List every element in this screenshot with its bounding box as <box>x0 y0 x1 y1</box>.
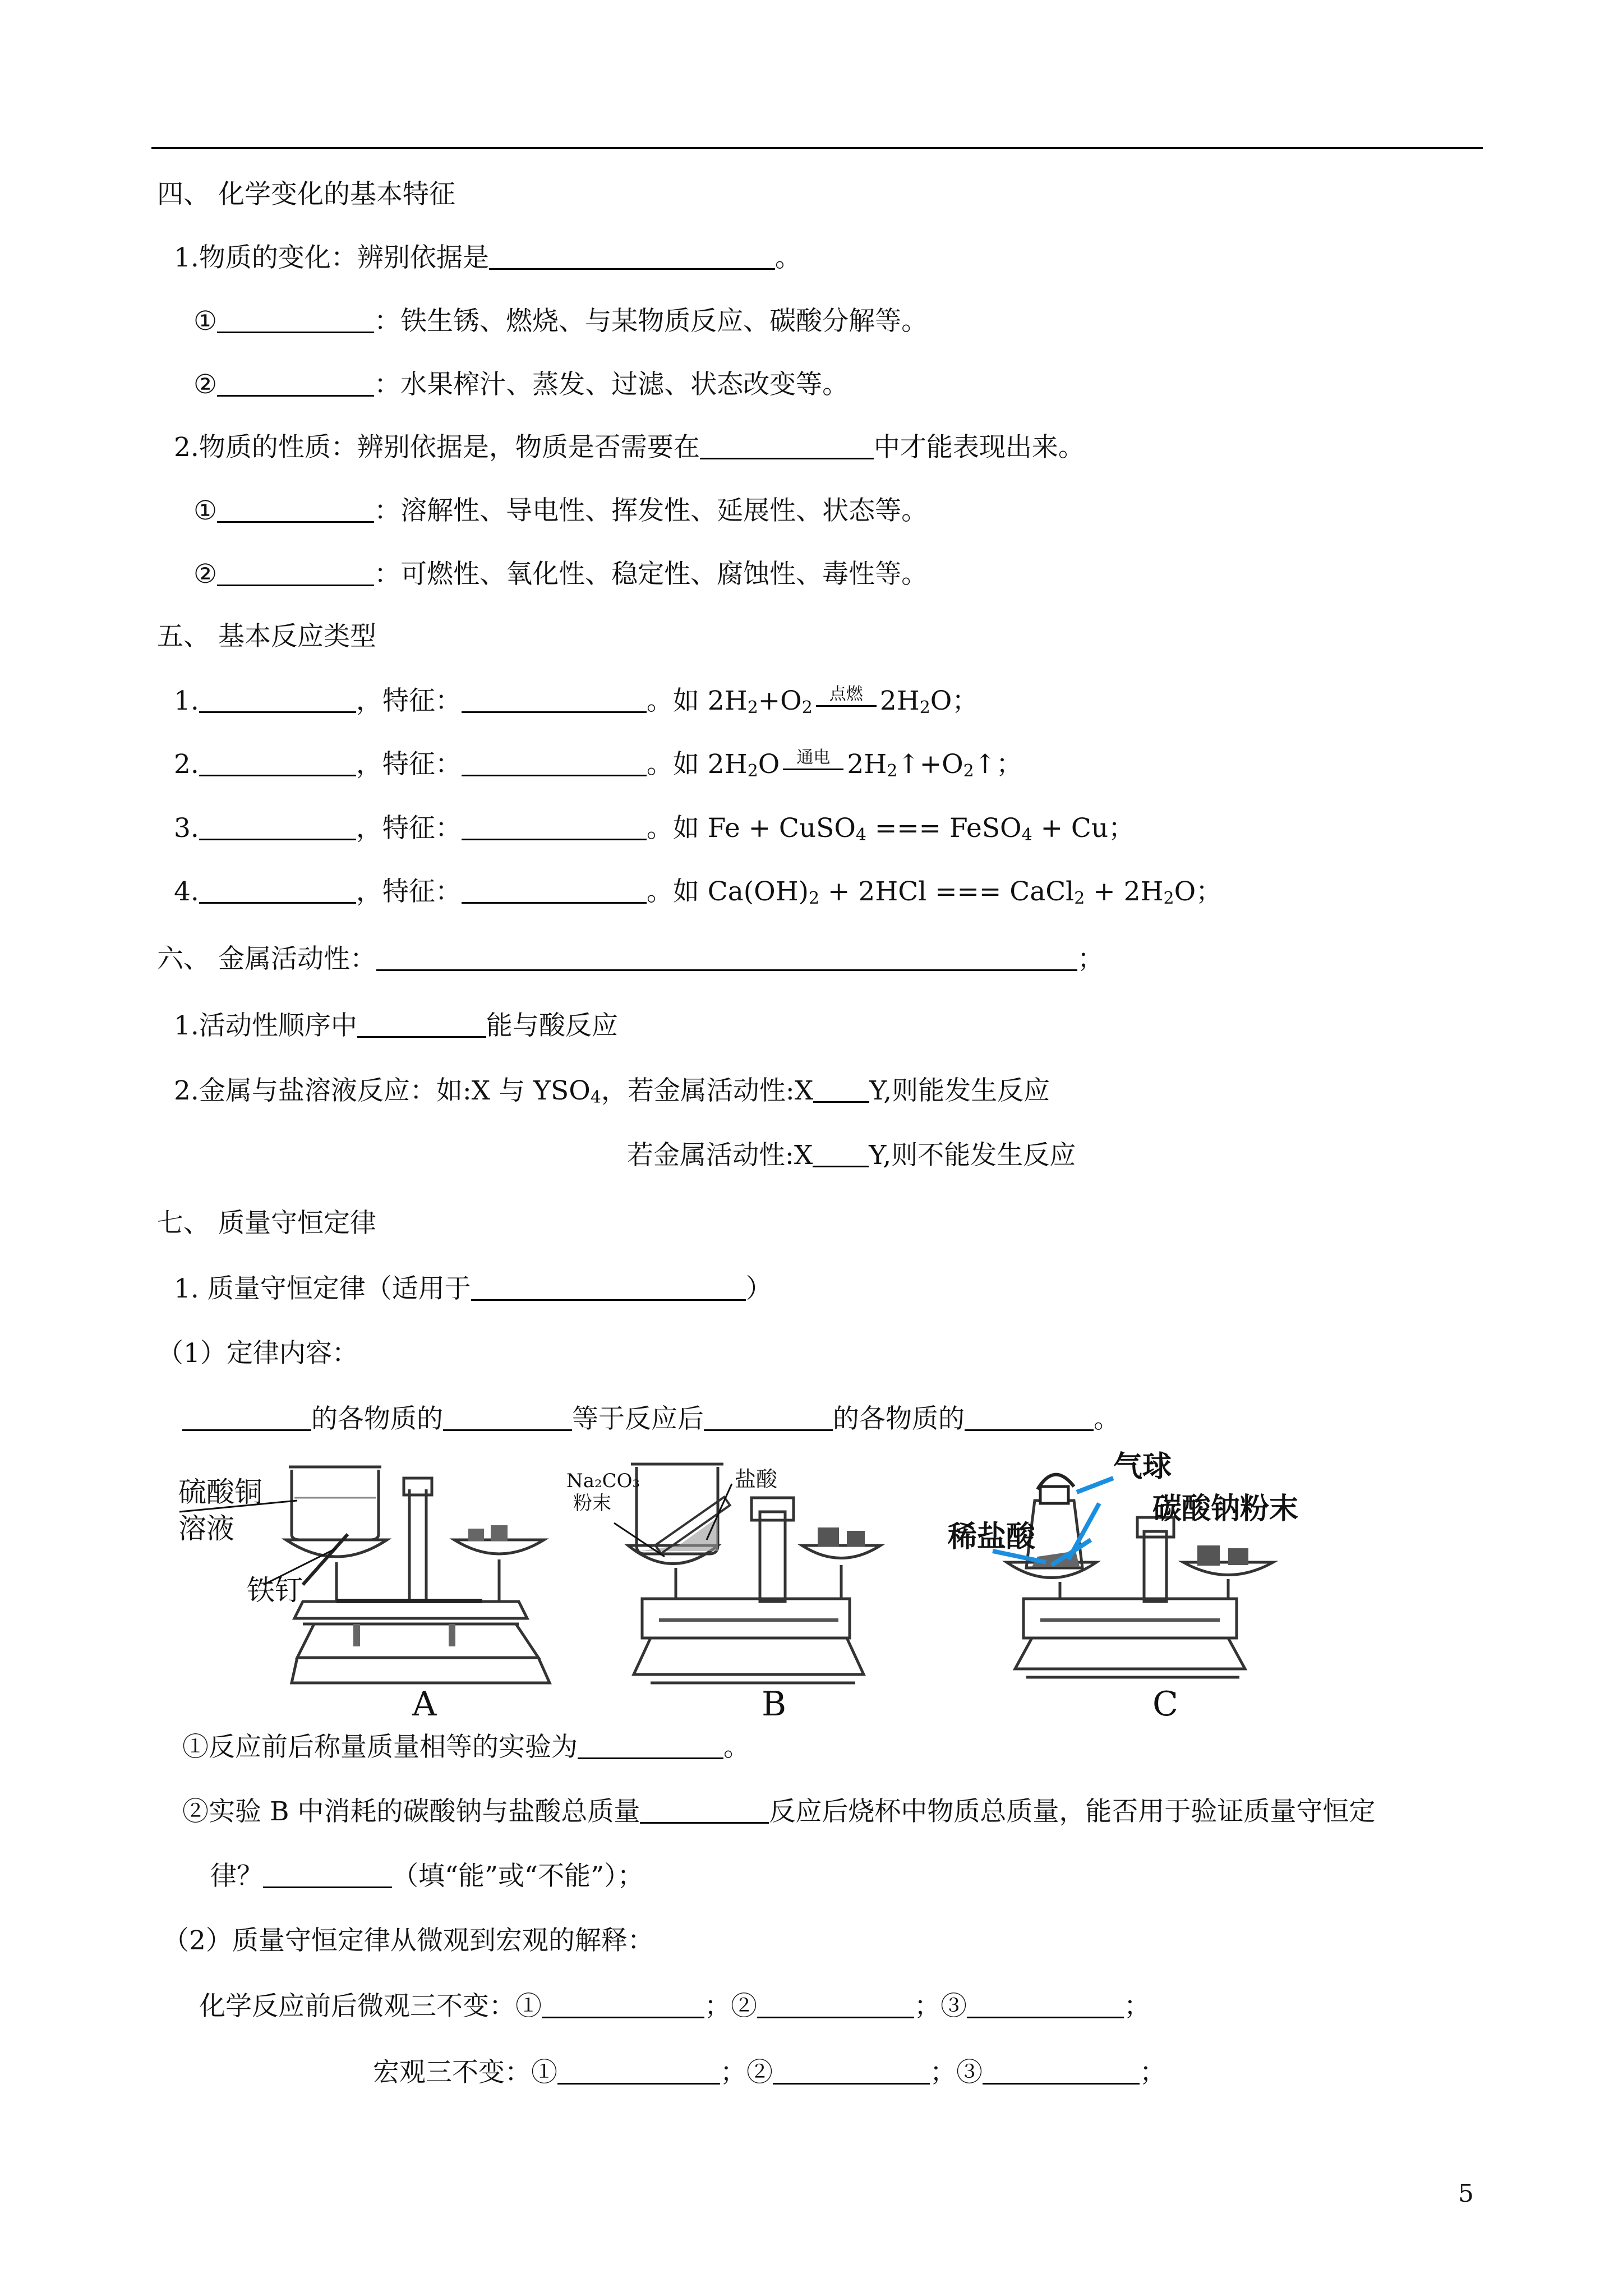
blank[interactable] <box>983 2056 1140 2085</box>
s7-line1: 1. 质量守恒定律（适用于 ） <box>174 1273 772 1304</box>
s7-macro-invariants: 宏观三不变：① ；② ；③ ； <box>373 2057 1166 2088</box>
figure-c-label-powder: 碳酸钠粉末 <box>1152 1492 1299 1526</box>
section-7-title: 七、 质量守恒定律 <box>157 1208 376 1239</box>
reaction-3: 3. ，特征： 。如 Fe + CuSO$_4$ === FeSO$_4$ + Cu； <box>174 813 1135 845</box>
figure-a-label-solution-2: 溶液 <box>178 1512 234 1545</box>
blank[interactable] <box>199 748 356 776</box>
s7-part1-heading: （1）定律内容： <box>157 1338 358 1369</box>
blank[interactable] <box>813 1139 869 1167</box>
reaction-arrow: 点燃 <box>813 688 880 715</box>
figure-c-caption: C <box>1152 1685 1178 1724</box>
s4-line1: 1.物质的变化：辨别依据是 。 <box>174 242 801 273</box>
blank[interactable] <box>757 1990 914 2018</box>
figure-b-label-powder: 粉末 <box>573 1492 611 1515</box>
section-6-title: 六、 金属活动性： ； <box>157 944 1104 974</box>
blank[interactable] <box>462 812 647 840</box>
blank[interactable] <box>199 875 356 904</box>
blank[interactable] <box>700 431 874 459</box>
blank[interactable] <box>462 684 647 713</box>
blank[interactable] <box>462 875 647 904</box>
figure-b-label-acid: 盐酸 <box>735 1467 778 1492</box>
blank[interactable] <box>217 305 374 333</box>
figure-a-caption: A <box>412 1685 437 1724</box>
blank[interactable] <box>357 1009 486 1038</box>
figure-a-label-nail: 铁钉 <box>247 1574 303 1607</box>
s7-micro-invariants: 化学反应前后微观三不变：① ；② ；③ ； <box>199 1991 1150 2022</box>
blank[interactable] <box>542 1990 704 2018</box>
figure-b-caption: B <box>762 1685 787 1724</box>
reaction-4: 4. ，特征： 。如 $Ca(OH)_2 + 2HCl$ === CaCl$_2$ + $2H_2O$； <box>174 876 1223 908</box>
figure-c-label-acid: 稀盐酸 <box>948 1520 1036 1554</box>
blank[interactable] <box>773 2056 930 2085</box>
blank[interactable] <box>462 748 647 776</box>
page-number: 5 <box>1458 2179 1474 2208</box>
figure-a-label-solution: 硫酸铜 <box>178 1476 262 1508</box>
blank[interactable] <box>182 1402 311 1431</box>
reaction-arrow: 通电 <box>780 752 847 779</box>
blank[interactable] <box>813 1074 869 1103</box>
s7-part2-heading: （2）质量守恒定律从微观到宏观的解释： <box>163 1925 654 1956</box>
s4-line1-item1: ① ：铁生锈、燃烧、与某物质反应、碳酸分解等。 <box>193 306 928 337</box>
blank[interactable] <box>263 1860 392 1888</box>
s6-line3: 若金属活动性:X Y,则不能发生反应 <box>627 1140 1076 1171</box>
blank[interactable] <box>965 1402 1094 1431</box>
blank[interactable] <box>199 812 356 840</box>
section-5-title: 五、 基本反应类型 <box>157 621 376 652</box>
blank[interactable] <box>443 1402 572 1431</box>
s4-line2: 2.物质的性质：辨别依据是，物质是否需要在 中才能表现出来。 <box>174 432 1085 463</box>
blank[interactable] <box>640 1795 769 1824</box>
blank[interactable] <box>199 684 356 713</box>
s7-question-2-cont: 律？ （填“能”或“不能”）； <box>210 1861 644 1892</box>
header-rule <box>151 147 1483 149</box>
blank[interactable] <box>967 1990 1124 2018</box>
s4-line1-item2: ② ：水果榨汁、蒸发、过滤、状态改变等。 <box>193 369 849 400</box>
blank[interactable] <box>217 558 374 586</box>
s4-line2-item1: ① ：溶解性、导电性、挥发性、延展性、状态等。 <box>193 495 928 526</box>
s6-line2: 2.金属与盐溶液反应：如:X 与 $YSO_4$，若金属活动性:X Y,则能发生反应 <box>174 1075 1050 1107</box>
figure-c-label-balloon: 气球 <box>1113 1450 1172 1484</box>
reaction-2: 2. ，特征： 。如 $2H_2O$ 通电 $2H_2↑+O_2↑$； <box>174 748 1023 781</box>
s7-question-1: ①反应前后称量质量相等的实验为 。 <box>182 1732 750 1763</box>
section-4-title: 四、 化学变化的基本特征 <box>157 179 455 210</box>
reaction-1: 1. ，特征： 。如 $2H_2+O_2$ 点燃 $2H_2O$； <box>174 684 979 717</box>
s7-question-2: ②实验 B 中消耗的碳酸钠与盐酸总质量 反应后烧杯中物质总质量，能否用于验证质量守恒定 <box>182 1796 1376 1827</box>
blank[interactable] <box>217 368 374 397</box>
s7-law-content: 的各物质的 等于反应后 的各物质的 。 <box>182 1400 1120 1439</box>
blank[interactable] <box>471 1272 746 1301</box>
s6-line1: 1.活动性顺序中 能与酸反应 <box>174 1010 618 1041</box>
s4-line2-item2: ② ：可燃性、氧化性、稳定性、腐蚀性、毒性等。 <box>193 559 928 590</box>
blank[interactable] <box>489 241 775 270</box>
blank[interactable] <box>704 1402 833 1431</box>
figure-b-label-na2co3: Na₂CO₃ <box>566 1470 640 1492</box>
blank[interactable] <box>217 494 374 523</box>
blank[interactable] <box>557 2056 720 2085</box>
blank[interactable] <box>578 1731 723 1759</box>
blank[interactable] <box>376 942 1077 971</box>
